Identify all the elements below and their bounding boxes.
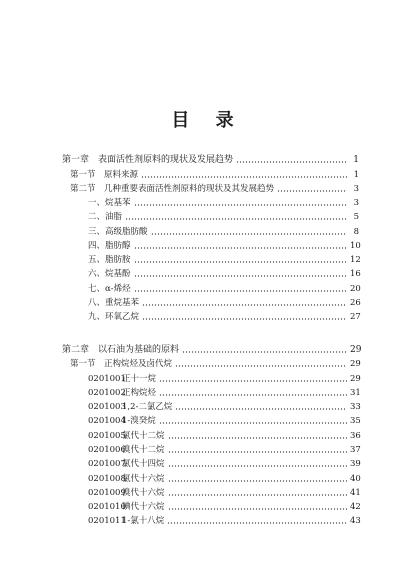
toc-entry	[62, 343, 362, 355]
leader-dots	[175, 408, 347, 410]
toc-entry-code: 0201004	[88, 416, 126, 426]
toc-entry	[88, 225, 359, 237]
leader-dots	[134, 275, 347, 277]
toc-entry	[88, 414, 359, 426]
toc-entry-code: 0201003	[88, 402, 126, 412]
toc-entry-code: 0201002	[88, 388, 126, 398]
leader-dots	[182, 351, 347, 353]
toc-entry-label: 四、脂肪醇	[88, 241, 131, 251]
toc-entry	[62, 153, 359, 165]
toc-entry-page: 37	[350, 445, 361, 455]
toc-entry-page: 1	[353, 155, 359, 165]
toc-entry-label: 九、环氧乙烷	[88, 312, 140, 322]
leader-dots	[168, 437, 347, 439]
toc-entry-label: 溴代十二烷	[122, 445, 165, 455]
toc-entry-page: 39	[350, 459, 361, 469]
toc-entry	[88, 310, 359, 322]
toc-entry-page: 40	[350, 474, 361, 484]
leader-dots	[236, 161, 347, 163]
toc-entry	[88, 372, 359, 384]
toc-entry-label: 三、高级脂肪酸	[88, 227, 148, 237]
leader-dots	[168, 480, 347, 482]
leader-dots	[159, 380, 347, 382]
leader-dots	[168, 451, 347, 453]
toc-entry	[88, 400, 359, 412]
toc-entry	[88, 210, 359, 222]
leader-dots	[159, 394, 347, 396]
toc-entry-label: 正构烷烃	[122, 388, 157, 398]
toc-entry-label: 1-溴癸烷	[122, 416, 156, 426]
toc-entry	[70, 182, 359, 194]
toc-entry	[88, 253, 359, 265]
toc-entry-page: 42	[350, 502, 361, 512]
leader-dots	[134, 290, 347, 292]
toc-entry	[70, 357, 359, 369]
leader-dots	[277, 190, 347, 192]
toc-entry	[88, 429, 359, 441]
toc-entry	[88, 267, 359, 279]
toc-entry	[88, 196, 359, 208]
leader-dots	[175, 365, 347, 367]
toc-entry-label: 氯代十二烷	[122, 431, 165, 441]
toc-entry	[88, 500, 359, 512]
toc-entry-page: 36	[350, 431, 361, 441]
toc-entry-label: 1-氯十八烷	[122, 516, 165, 526]
page-title: 目 录	[171, 110, 244, 131]
leader-dots	[141, 176, 347, 178]
toc-entry	[88, 282, 359, 294]
toc-entry-code: 0201006	[88, 445, 126, 455]
toc-entry-page: 27	[350, 312, 361, 322]
toc-entry	[88, 296, 359, 308]
toc-entry	[88, 457, 359, 469]
leader-dots	[134, 261, 347, 263]
toc-entry-page: 5	[353, 212, 359, 222]
toc-entry-page: 43	[350, 516, 361, 526]
toc-entry-label: 正十一烷	[122, 374, 157, 384]
toc-entry-label: 六、烷基酚	[88, 269, 131, 279]
toc-entry-code: 0201009	[88, 488, 126, 498]
toc-entry-page: 20	[350, 284, 361, 294]
toc-entry-code: 0201010	[88, 502, 126, 512]
toc-entry	[88, 514, 359, 526]
toc-entry-page: 3	[353, 198, 359, 208]
toc-entry-label: 第一节 正构烷烃及卤代烷	[70, 359, 173, 369]
leader-dots	[168, 494, 347, 496]
toc-entry-label: 氯代十六烷	[122, 474, 165, 484]
toc-entry-code: 0201011	[88, 516, 126, 526]
toc-entry-code: 0201008	[88, 474, 126, 484]
leader-dots	[134, 247, 347, 249]
leader-dots	[167, 522, 347, 524]
toc-entry	[88, 239, 359, 251]
toc-entry-label: 五、脂肪胺	[88, 255, 131, 265]
toc-entry-page: 33	[350, 402, 361, 412]
toc-entry-label: 第二节 几种重要表面活性剂原料的现状及其发展趋势	[70, 184, 275, 194]
toc-entry	[88, 472, 359, 484]
toc-entry	[88, 386, 359, 398]
leader-dots	[142, 318, 347, 320]
leader-dots	[142, 304, 347, 306]
toc-entry	[70, 168, 359, 180]
leader-dots	[168, 465, 347, 467]
leader-dots	[125, 218, 347, 220]
toc-entry-label: 一、烷基苯	[88, 198, 131, 208]
toc-entry-page: 29	[350, 359, 361, 369]
toc-entry-page: 10	[350, 241, 361, 251]
toc-entry-label: 溴代十六烷	[122, 488, 165, 498]
toc-entry-code: 0201007	[88, 459, 126, 469]
toc-entry-page: 31	[350, 388, 361, 398]
leader-dots	[151, 233, 347, 235]
toc-entry-label: 第二章 以石油为基础的原料	[62, 345, 180, 355]
toc-entry-page: 26	[350, 298, 361, 308]
leader-dots	[159, 422, 347, 424]
toc-entry-page: 16	[350, 269, 361, 279]
leader-dots	[168, 508, 347, 510]
toc-entry-label: 1,2-二氯乙烷	[122, 402, 173, 412]
toc-entry-label: 第一节 原料来源	[70, 170, 139, 180]
toc-entry-page: 29	[350, 374, 361, 384]
toc-entry-page: 1	[353, 170, 359, 180]
toc-entry-label: 八、重烷基苯	[88, 298, 140, 308]
leader-dots	[134, 204, 347, 206]
toc-entry-code: 0201001	[88, 374, 126, 384]
toc-entry-label: 氯代十四烷	[122, 459, 165, 469]
toc-entry	[88, 443, 359, 455]
toc-entry-page: 29	[350, 345, 362, 355]
toc-entry-label: 第一章 表面活性剂原料的现状及发展趋势	[62, 155, 234, 165]
toc-entry-page: 35	[350, 416, 361, 426]
toc-entry-label: 二、油脂	[88, 212, 123, 222]
toc-entry	[88, 486, 359, 498]
toc-entry-page: 41	[350, 488, 361, 498]
toc-entry-label: 碘代十六烷	[122, 502, 165, 512]
toc-entry-page: 8	[353, 227, 359, 237]
toc-entry-code: 0201005	[88, 431, 126, 441]
toc-entry-label: 七、α-烯烃	[88, 284, 131, 294]
toc-entry-page: 12	[350, 255, 361, 265]
toc-entry-page: 3	[353, 184, 359, 194]
